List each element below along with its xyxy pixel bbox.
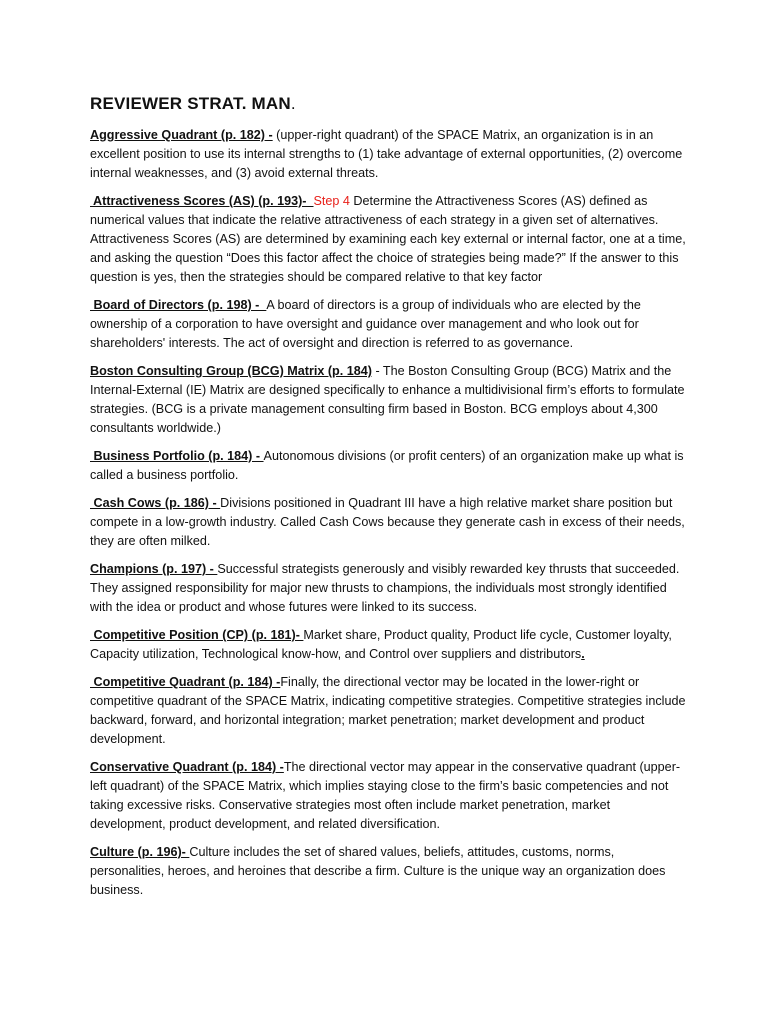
- term: Competitive Position (CP) (p. 181)-: [90, 628, 304, 642]
- definition: (upper-right quadrant) of the SPACE Matrix, an organization is in an excellent position to use its internal strengths to (1) take advantage of external opportunities, (2) overcome internal weaknesses, and (3) avoid external threats.: [90, 128, 683, 180]
- document-title: REVIEWER STRAT. MAN.: [90, 94, 296, 113]
- term: Attractiveness Scores (AS) (p. 193)-: [90, 194, 314, 208]
- entry-cash-cows: [90, 494, 688, 551]
- term: Aggressive Quadrant (p. 182) -: [90, 128, 273, 142]
- entry-competitive-position: [90, 626, 688, 664]
- entry-board-of-directors: [90, 296, 688, 353]
- term: Board of Directors (p. 198) -: [90, 298, 267, 312]
- entry-competitive-quadrant: [90, 673, 688, 749]
- term: Conservative Quadrant (p. 184) -: [90, 760, 284, 774]
- entry-culture: [90, 843, 688, 900]
- definition: A board of directors is a group of individuals who are elected by the ownership of a corporation to have oversight and guidance over management and who look out for shareholders' interests. The act of oversight and direction is referred to as governance.: [90, 298, 641, 350]
- trailing-period: .: [581, 647, 585, 661]
- entry-aggressive-quadrant: [90, 126, 688, 183]
- definition: Finally, the directional vector may be located in the lower-right or competitive quadrant of the SPACE Matrix, indicating competitive strategies. Competitive strategies include backward, forward, and horizontal integration; market penetration; market development and product development.: [90, 675, 686, 746]
- term: Boston Consulting Group (BCG) Matrix (p. 184): [90, 364, 372, 378]
- term: Business Portfolio (p. 184) -: [90, 449, 264, 463]
- entry-attractiveness-scores: [90, 192, 688, 287]
- definition: The directional vector may appear in the conservative quadrant (upper-left quadrant) of the SPACE Matrix, which implies staying close to the firm’s basic competencies and not taking excessive risks. Conservative strategies most often include market penetration, market development, product development, and related diversification.: [90, 760, 681, 831]
- term: Competitive Quadrant (p. 184) -: [90, 675, 281, 689]
- term: Cash Cows (p. 186) -: [90, 496, 221, 510]
- term: Champions (p. 197) -: [90, 562, 218, 576]
- definition: Autonomous divisions (or profit centers) of an organization make up what is called a business portfolio.: [90, 449, 684, 482]
- definition: - The Boston Consulting Group (BCG) Matrix and the Internal-External (IE) Matrix are designed specifically to enhance a multidivisional firm’s efforts to formulate strategies. (BCG is a private management consulting firm based in Boston. BCG employs about 4,300 consultants worldwide.): [90, 364, 685, 435]
- entry-business-portfolio: [90, 447, 688, 485]
- definition: Successful strategists generously and visibly rewarded key thrusts that succeeded. They assigned responsibility for major new thrusts to champions, the individuals most strongly identified with the idea or product and whose futures were linked to its success.: [90, 562, 680, 614]
- step-label: Step 4: [313, 194, 350, 208]
- definition: Culture includes the set of shared values, beliefs, attitudes, customs, norms, personalities, heroes, and heroines that describe a firm. Culture is the unique way an organization does business.: [90, 845, 666, 897]
- entry-bcg-matrix: [90, 362, 688, 438]
- entry-conservative-quadrant: [90, 758, 688, 834]
- definition: Determine the Attractiveness Scores (AS) defined as numerical values that indicate the relative attractiveness of each strategy in a given set of alternatives. Attractiveness Scores (AS) are determined by examining each key external or internal factor, one at a time, and asking the question “Does this factor affect the choice of strategies being made?” If the answer to this question is yes, then the strategies should be compared relative to that key factor: [90, 194, 686, 284]
- definition: Divisions positioned in Quadrant III have a high relative market share position but compete in a low-growth industry. Called Cash Cows because they generate cash in excess of their needs, they are often milked.: [90, 496, 685, 548]
- entry-champions: [90, 560, 688, 617]
- term: Culture (p. 196)-: [90, 845, 190, 859]
- definition: Market share, Product quality, Product life cycle, Customer loyalty, Capacity utilization, Technological know-how, and Control over suppliers and distributors: [90, 628, 672, 661]
